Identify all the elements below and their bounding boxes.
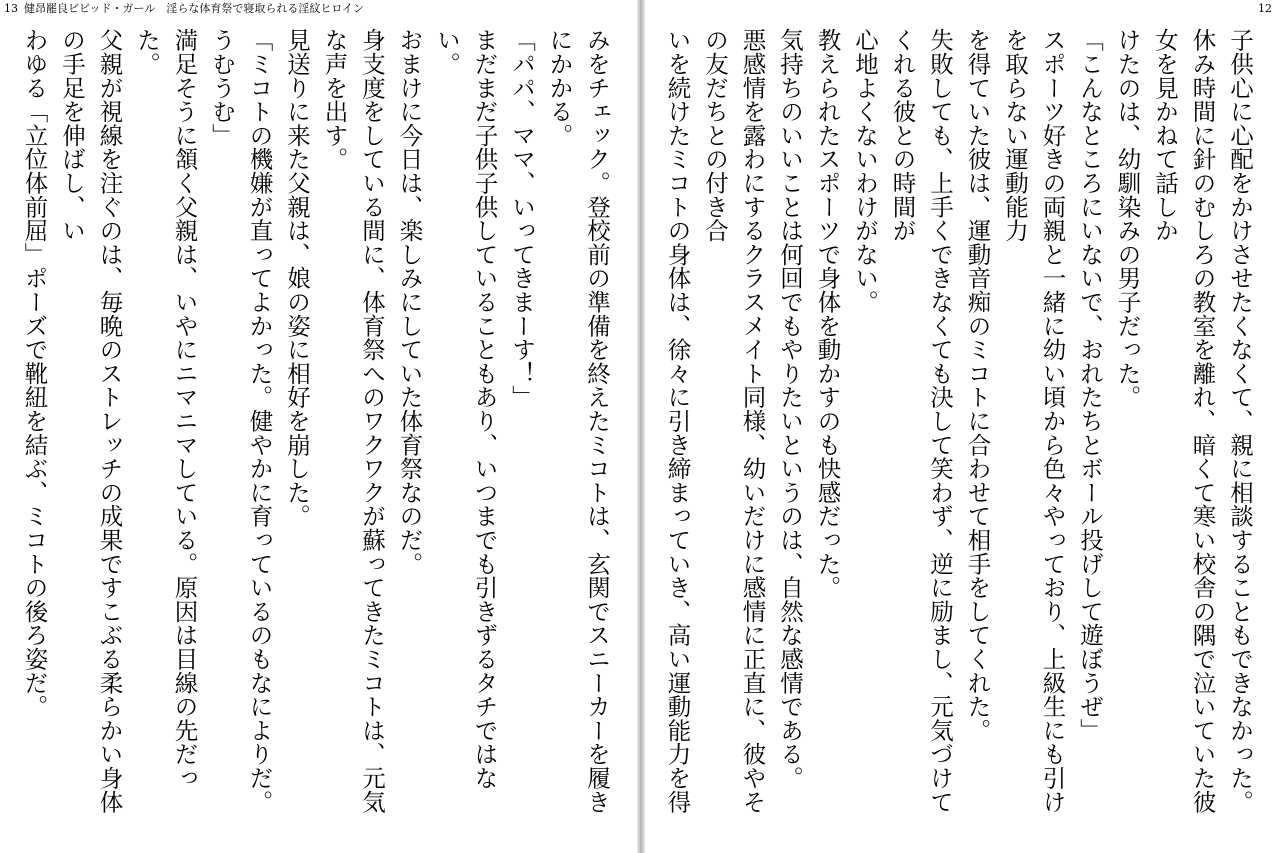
left-page-header — [4, 2, 364, 15]
book-gutter — [637, 0, 645, 853]
text-line: 身支度をしている間に、体育祭へのワクワクが蘇ってきたミコトは、元気な声を出す。 — [320, 28, 386, 814]
text-line: 見送りに来た父親は、娘の姿に相好を崩した。 — [283, 28, 311, 528]
text-line: スポーツ好きの両親と一緒に幼い頃から色々やっており、上級生にも引けを取らない運動能力 — [1001, 28, 1067, 814]
right-page-number: 12 — [1258, 2, 1272, 15]
right-page — [645, 0, 1280, 853]
right-page-body — [658, 28, 1258, 836]
text-line: 心地よくないわけがない。 — [851, 28, 879, 314]
text-line: 子供心に心配をかけさせたくなくて、親に相談することもできなかった。 — [1226, 28, 1254, 814]
text-line: けたのは、幼馴染みの男子だった。 — [1113, 28, 1142, 409]
left-page-body — [20, 28, 615, 836]
text-line: 悪感情を露わにするクラスメイト同様、幼いだけに感情に正直に、彼やその友だちとの付き合 — [701, 28, 767, 814]
text-line: みをチェック。登校前の準備を終えたミコトは、玄関でスニーカーを履きにかかる。 — [545, 28, 611, 814]
text-line: 休み時間に針のむしろの教室を離れ、暗くて寒い校舎の隅で泣いていた彼女を見かねて話しか — [1151, 28, 1217, 814]
left-page — [0, 0, 637, 853]
text-line: 気持ちのいいことは何回でもやりたいというのは、自然な感情である。 — [776, 28, 804, 790]
text-line: 「ミコトの機嫌が直ってよかった。健やかに育っているのもなによりだ。うむうむ」 — [208, 28, 274, 814]
text-line: 「こんなところにいないで、おれたちとボール投げして遊ぼうぜ」 — [1076, 28, 1104, 742]
text-line: 失敗しても、上手くできなくても決して笑わず、逆に励まし、元気づけてくれる彼との時間が — [888, 28, 954, 814]
text-line: を得ていた彼は、運動音痴のミコトに合わせて相手をしてくれた。 — [963, 28, 992, 742]
text-line: 「パパ、ママ、いってきまーす！」 — [508, 28, 536, 409]
running-title: 健昂罷良ビビッド・ガール 淫らな体育祭で寝取られる淫紋ヒロイン — [24, 2, 365, 15]
text-line: いを続けたミコトの身体は、徐々に引き締まっていき、高い運動能力を得 — [663, 28, 692, 814]
text-line: わゆる「立位体前屈」ポーズで靴紐を結ぶ、ミコトの後ろ姿だ。 — [20, 28, 49, 719]
left-page-number: 13 — [4, 2, 18, 15]
text-line: おまけに今日は、楽しみにしていた体育祭なのだ。 — [395, 28, 424, 576]
text-line: 教えられたスポーツで身体を動かすのも快感だった。 — [813, 28, 842, 600]
text-line: 父親が視線を注ぐのは、毎晩のストレッチの成果ですこぶる柔らかい身体の手足を伸ばし、い — [58, 28, 124, 814]
text-line: まだまだ子供子供していることもあり、いつまでも引きずるタチではない。 — [433, 28, 499, 790]
text-line: 満足そうに頷く父親は、いやにニマニマしている。原因は目線の先だった。 — [133, 28, 199, 790]
